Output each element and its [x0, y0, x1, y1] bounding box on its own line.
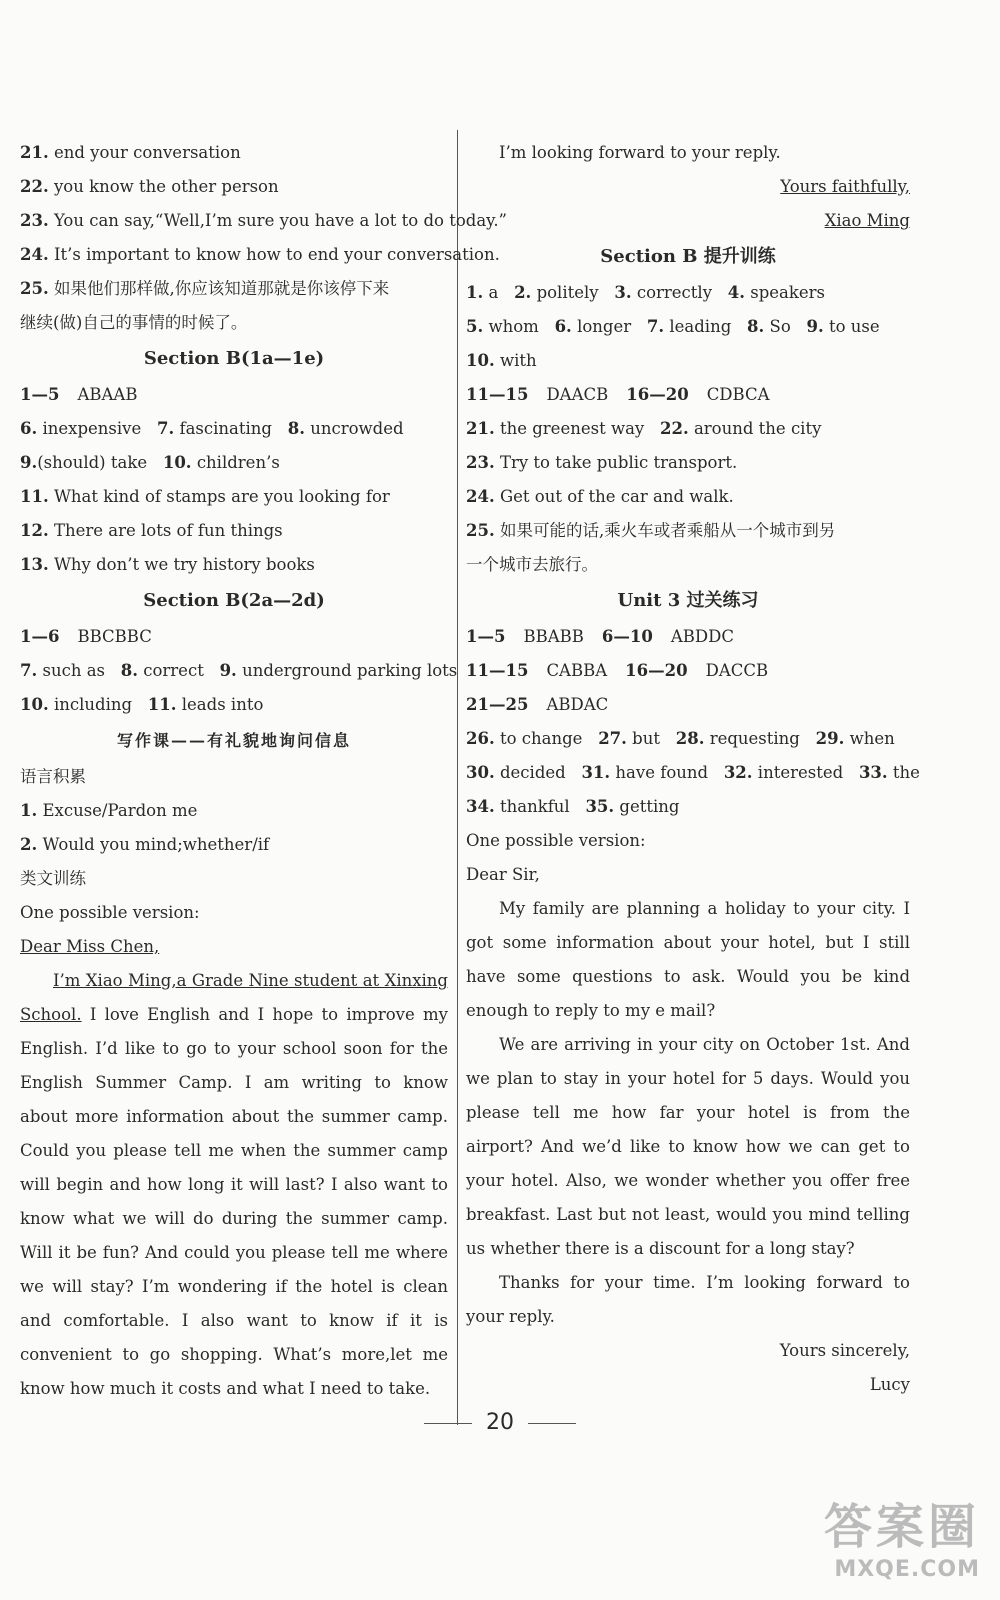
r-answer-25-cont: 一个城市去旅行。	[466, 555, 598, 574]
answer-23: 23. You can say,“Well,I’m sure you have a lot to do today.”	[20, 211, 507, 230]
u-answers-30-33: 30. decided 31. have found 32. interested 33. the	[466, 763, 920, 782]
letter-salutation: Dear Miss Chen,	[20, 937, 160, 956]
answer-24: 24. It’s important to know how to end your conversation.	[20, 245, 500, 264]
letter2-signature: Lucy	[869, 1375, 910, 1394]
r-answers-11-20: 11—15 DAACB 16—20 CDBCA	[466, 385, 770, 404]
letter-closing: Yours faithfully,	[780, 177, 910, 196]
language-accumulation-label: 语言积累	[20, 767, 86, 786]
answer-25: 25. 如果他们那样做,你应该知道那就是你该停下来	[20, 279, 390, 298]
section-b-2a-2d-title: Section B(2a—2d)	[143, 590, 325, 611]
u-answers-1-10: 1—5 BBABB 6—10 ABDDC	[466, 627, 734, 646]
letter-closing-line: I’m looking forward to your reply.	[499, 143, 781, 162]
u-answers-34-35: 34. thankful 35. getting	[466, 797, 680, 816]
lang-item-1: 1. Excuse/Pardon me	[20, 801, 198, 820]
version-label: One possible version:	[20, 903, 200, 922]
s2-answers-1-6: 1—6 BBCBBC	[20, 627, 152, 646]
letter2-paragraph-2: We are arriving in your city on October 1st. And we plan to stay in your hotel for 5 days. Would you please tell me how far your hotel is from the airport? And we’d like to know how we can get to your hotel. Also, we wonder whether you offer free breakfast. Last but not least, would you mind telling us whether there is a discount for a long stay?	[466, 1035, 910, 1258]
s1-answer-12: 12. There are lots of fun things	[20, 521, 283, 540]
r-answer-25: 25. 如果可能的话,乘火车或者乘船从一个城市到另	[466, 521, 836, 540]
r-answer-23: 23. Try to take public transport.	[466, 453, 738, 472]
answer-22: 22. you know the other person	[20, 177, 279, 196]
lang-item-2: 2. Would you mind;whether/if	[20, 835, 270, 854]
s1-answer-11: 11. What kind of stamps are you looking for	[20, 487, 390, 506]
section-b-training-title: Section B 提升训练	[600, 246, 776, 267]
answer-21: 21. end your conversation	[20, 143, 241, 162]
section-b-1a-1e-title: Section B(1a—1e)	[143, 348, 325, 369]
u-answers-26-29: 26. to change 27. but 28. requesting 29. when	[466, 729, 895, 748]
letter2-salutation: Dear Sir,	[466, 865, 540, 884]
letter-signature: Xiao Ming	[824, 211, 910, 230]
column-divider	[457, 130, 458, 1425]
version-label-2: One possible version:	[466, 831, 646, 850]
letter-body: I’m Xiao Ming,a Grade Nine student at Xinxing School. I love English and I hope to improve my English. I’d like to go to your school soon for the English Summer Camp. I am writing to know about more information about the summer camp. Could you please tell me when the summer camp will begin and how long it will last? I also want to know what we will do during the summer camp. Will it be fun? And could you please tell me where we will stay? I’m wondering if the hotel is clean and comfortable. I also want to know if it is convenient to go shopping. What’s more,let me know how much it costs and what I need to take.	[20, 971, 448, 1398]
r-answers-5-9: 5. whom 6. longer 7. leading 8. So 9. to use	[466, 317, 880, 336]
watermark-logo: 答案圈 MXQE.COM	[823, 1499, 980, 1582]
page-number: 20	[0, 1410, 1000, 1435]
practice-label: 类文训练	[20, 869, 86, 888]
u-answers-21-25: 21—25 ABDAC	[466, 695, 609, 714]
s2-answers-7-9: 7. such as 8. correct 9. underground parking lots	[20, 661, 458, 680]
s1-answers-9-10: 9.(should) take 10. children’s	[20, 453, 280, 472]
s1-answers-1-5: 1—5 ABAAB	[20, 385, 138, 404]
r-answer-24: 24. Get out of the car and walk.	[466, 487, 734, 506]
letter2-paragraph-1: My family are planning a holiday to your city. I got some information about your hotel, but I still have some questions to ask. Would you be kind enough to reply to my e mail?	[466, 899, 910, 1020]
r-answers-1-4: 1. a 2. politely 3. correctly 4. speakers	[466, 283, 826, 302]
s1-answer-13: 13. Why don’t we try history books	[20, 555, 315, 574]
letter2-paragraph-3: Thanks for your time. I’m looking forward to your reply.	[466, 1273, 910, 1326]
s1-answers-6-8: 6. inexpensive 7. fascinating 8. uncrowded	[20, 419, 404, 438]
unit-3-title: Unit 3 过关练习	[617, 590, 759, 611]
answer-25-cont: 继续(做)自己的事情的时候了。	[20, 313, 248, 332]
right-column	[466, 136, 920, 1402]
u-answers-11-20: 11—15 CABBA 16—20 DACCB	[466, 661, 769, 680]
s2-answers-10-11: 10. including 11. leads into	[20, 695, 264, 714]
r-answers-21-22: 21. the greenest way 22. around the city	[466, 419, 822, 438]
letter2-closing: Yours sincerely,	[779, 1341, 910, 1360]
writing-lesson-title: 写作课——有礼貌地询问信息	[116, 731, 351, 750]
r-answer-10: 10. with	[466, 351, 537, 370]
